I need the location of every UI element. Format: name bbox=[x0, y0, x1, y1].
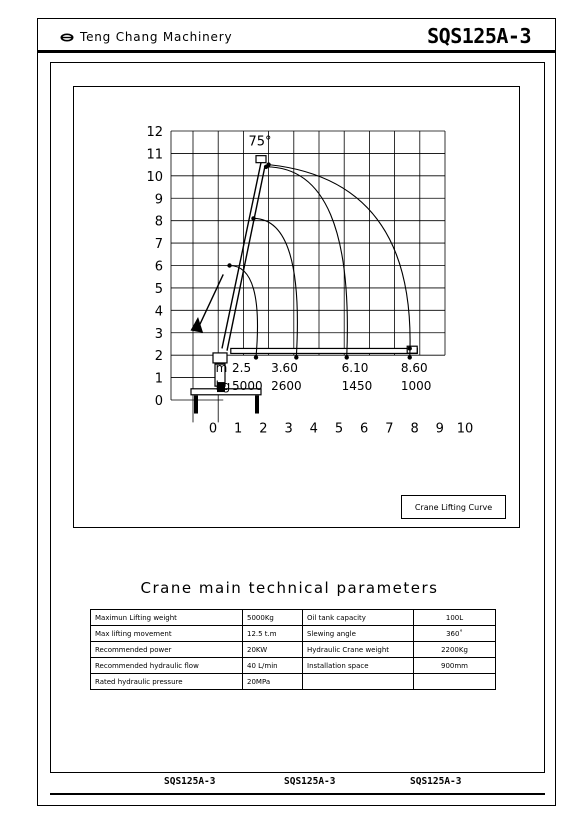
footer-model-1: SQS125A-3 bbox=[164, 776, 216, 787]
x-tick-label: 3 bbox=[284, 421, 293, 437]
y-tick-label: 10 bbox=[146, 169, 163, 185]
x-tick-label: 5 bbox=[334, 421, 344, 437]
x-tick-label: 10 bbox=[456, 421, 474, 437]
lifting-curve bbox=[269, 165, 410, 358]
y-tick-label: 9 bbox=[154, 192, 163, 208]
footer-model-2: SQS125A-3 bbox=[284, 776, 336, 787]
radius-label: 3.60 bbox=[271, 360, 298, 375]
radius-point bbox=[294, 355, 298, 359]
params-title: Crane main technical parameters bbox=[140, 579, 439, 597]
load-label: 1450 bbox=[341, 378, 373, 393]
model-title: SQS125A-3 bbox=[427, 24, 531, 48]
param-label: Slewing angle bbox=[303, 626, 414, 642]
params-row bbox=[91, 626, 496, 642]
param-value: 40 L/min bbox=[243, 658, 303, 674]
brand-name: Teng Chang Machinery bbox=[80, 30, 233, 44]
chart-caption: Crane Lifting Curve bbox=[401, 495, 506, 519]
y-tick-label: 4 bbox=[154, 304, 163, 320]
curve-start-point bbox=[266, 162, 270, 166]
param-value: 360˚ bbox=[414, 626, 496, 642]
param-label: Recommended hydraulic flow bbox=[91, 658, 243, 674]
crane-boom-raised-tip bbox=[256, 156, 266, 163]
x-tick-label: 7 bbox=[385, 421, 394, 437]
x-tick-label: 4 bbox=[309, 421, 318, 437]
param-label: Max lifting movement bbox=[91, 626, 243, 642]
param-label: Oil tank capacity bbox=[303, 610, 414, 626]
y-tick-label: 5 bbox=[154, 281, 163, 297]
param-value: 5000Kg bbox=[243, 610, 303, 626]
param-label: Rated hydraulic pressure bbox=[91, 674, 243, 690]
param-value bbox=[414, 674, 496, 690]
y-tick-label: 0 bbox=[154, 394, 163, 409]
param-value: 900mm bbox=[414, 658, 496, 674]
radius-label: 8.60 bbox=[400, 360, 428, 375]
param-value: 12.5 t.m bbox=[243, 626, 303, 642]
param-label: Recommended power bbox=[91, 642, 243, 658]
y-tick-label: 12 bbox=[146, 125, 163, 140]
crane-boom-raised bbox=[227, 167, 265, 351]
param-value: 20KW bbox=[243, 642, 303, 658]
brand bbox=[60, 30, 232, 44]
y-tick-label: 8 bbox=[154, 214, 163, 230]
params-row bbox=[91, 642, 496, 658]
footer-model-3: SQS125A-3 bbox=[410, 776, 462, 787]
radius-point bbox=[254, 355, 258, 359]
crane-boom-horizontal bbox=[231, 348, 417, 353]
params-row bbox=[91, 674, 496, 690]
param-label: Installation space bbox=[303, 658, 414, 674]
footer-rule bbox=[50, 793, 545, 795]
x-tick-label: 6 bbox=[360, 421, 369, 437]
y-tick-label: 2 bbox=[154, 349, 163, 365]
crane-boom-raised bbox=[222, 162, 261, 348]
x-tick-label: 8 bbox=[410, 421, 419, 437]
y-tick-label: 6 bbox=[154, 259, 163, 275]
crane-base bbox=[255, 396, 259, 414]
lifting-curve-chart bbox=[73, 86, 520, 528]
x-tick-label: 9 bbox=[435, 421, 444, 437]
param-label: Hydraulic Crane weight bbox=[303, 642, 414, 658]
load-label: 2600 bbox=[271, 378, 302, 393]
lifting-curve bbox=[266, 167, 347, 358]
radius-point bbox=[345, 355, 349, 359]
crane-boom-inner bbox=[198, 274, 223, 328]
steering-wheel-logo-icon bbox=[60, 33, 74, 42]
load-label: 5000 bbox=[232, 378, 263, 393]
load-label: 1000 bbox=[400, 378, 432, 393]
header-rule bbox=[37, 50, 556, 53]
param-value: 20MPa bbox=[243, 674, 303, 690]
param-label: Maximun Lifting weight bbox=[91, 610, 243, 626]
curve-start-point bbox=[251, 216, 255, 220]
params-row bbox=[91, 610, 496, 626]
x-tick-label: 1 bbox=[234, 421, 243, 437]
radius-label: 6.10 bbox=[341, 360, 369, 375]
y-tick-label: 1 bbox=[154, 371, 163, 387]
crane-hook bbox=[190, 317, 203, 333]
x-tick-label: 0 bbox=[208, 421, 218, 437]
params-row bbox=[91, 658, 496, 674]
x-tick-label: 2 bbox=[259, 421, 268, 437]
params-table bbox=[90, 609, 496, 690]
distance-unit-label: m bbox=[215, 360, 228, 375]
crane-base bbox=[194, 396, 198, 414]
radius-label: 2.5 bbox=[232, 360, 252, 375]
param-label bbox=[303, 674, 414, 690]
angle-label: 75° bbox=[248, 134, 272, 150]
y-tick-label: 11 bbox=[146, 147, 163, 163]
y-tick-label: 3 bbox=[154, 326, 163, 342]
curve-start-point bbox=[227, 263, 231, 267]
param-value: 2200Kg bbox=[414, 642, 496, 658]
param-value: 100L bbox=[414, 610, 496, 626]
y-tick-label: 7 bbox=[154, 237, 163, 253]
load-unit-label: kg bbox=[215, 378, 231, 393]
